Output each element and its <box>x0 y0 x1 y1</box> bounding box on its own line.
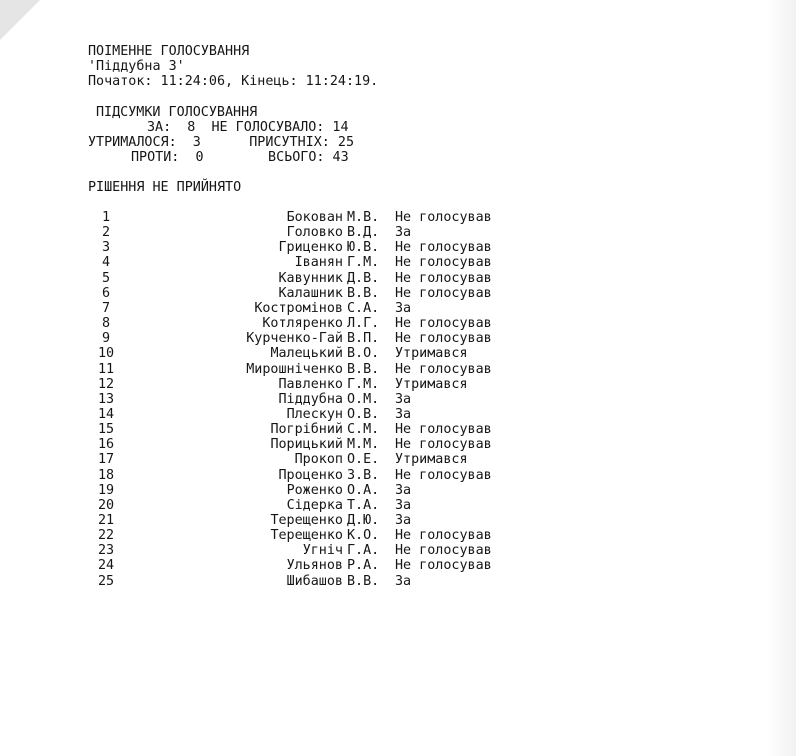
deputy-initials: К.О. <box>347 528 380 544</box>
deputy-name: Мирошніченко <box>246 361 343 377</box>
vote-row <box>0 255 796 270</box>
vote-number: 6 <box>101 285 111 301</box>
time-line: Початок: 11:24:06, Кінець: 11:24:19. <box>88 74 379 89</box>
deputy-initials: В.В. <box>347 573 380 589</box>
vote-row <box>0 316 796 331</box>
vote-result: Не голосував <box>395 467 492 483</box>
deputy-initials: О.Е. <box>347 452 380 468</box>
deputy-initials: О.М. <box>347 391 380 407</box>
vote-row <box>0 225 796 240</box>
vote-result: За <box>395 573 412 589</box>
vote-row <box>0 286 796 301</box>
vote-result: За <box>395 497 412 513</box>
vote-result: Не голосував <box>395 422 492 438</box>
deputy-initials: Л.Г. <box>347 316 380 332</box>
vote-result: Утримався <box>395 452 468 468</box>
vote-result: За <box>395 513 412 528</box>
vote-result: Не голосував <box>395 331 492 347</box>
vote-number: 15 <box>97 422 115 438</box>
deputy-initials: О.А. <box>347 482 380 498</box>
vote-number: 14 <box>97 406 115 422</box>
decision-text: РІШЕННЯ НЕ ПРИЙНЯТО <box>88 180 242 195</box>
deputy-name: Курченко-Гай <box>246 331 343 347</box>
deputy-initials: Г.А. <box>347 543 380 559</box>
deputy-initials: В.О. <box>347 346 380 362</box>
vote-number: 21 <box>97 513 115 528</box>
vote-number: 10 <box>97 346 115 362</box>
vote-number: 20 <box>97 497 115 513</box>
summary-line-1: ЗА: 8 НЕ ГОЛОСУВАЛО: 14 <box>147 120 349 135</box>
deputy-name: Калашник <box>278 285 343 301</box>
deputy-name: Ульянов <box>286 558 343 574</box>
summary-line-3: ПРОТИ: 0 ВСЬОГО: 43 <box>131 150 349 165</box>
deputy-name: Погрібний <box>270 422 343 438</box>
deputy-name: Терещенко <box>270 528 343 544</box>
vote-result: За <box>395 406 412 422</box>
deputy-name: Гриценко <box>278 240 343 256</box>
vote-number: 25 <box>97 573 115 589</box>
vote-row <box>0 452 796 467</box>
vote-result: За <box>395 482 412 498</box>
vote-number: 17 <box>97 452 115 468</box>
vote-number: 22 <box>97 528 115 544</box>
deputy-name: Кавунник <box>278 270 343 286</box>
vote-row <box>0 377 796 392</box>
vote-result: Не голосував <box>395 558 492 574</box>
vote-row <box>0 392 796 407</box>
vote-row <box>0 240 796 255</box>
deputy-name: Іванян <box>294 255 343 271</box>
deputy-initials: Г.М. <box>347 376 380 392</box>
vote-number: 3 <box>101 240 111 256</box>
deputy-initials: О.В. <box>347 406 380 422</box>
vote-result: Не голосував <box>395 361 492 377</box>
vote-row <box>0 483 796 498</box>
vote-row <box>0 331 796 346</box>
deputy-name: Піддубна <box>278 391 343 407</box>
deputy-initials: Д.В. <box>347 270 380 286</box>
deputy-initials: В.В. <box>347 361 380 377</box>
deputy-initials: В.Д. <box>347 225 380 241</box>
deputy-initials: М.М. <box>347 437 380 453</box>
vote-row <box>0 362 796 377</box>
deputy-name: Костромінов <box>254 300 343 316</box>
vote-result: Не голосував <box>395 210 492 225</box>
vote-number: 18 <box>97 467 115 483</box>
summary-header: ПІДСУМКИ ГОЛОСУВАННЯ <box>96 105 258 120</box>
vote-row <box>0 210 796 225</box>
doc-subject: 'Піддубна З' <box>88 59 185 74</box>
deputy-name: Шибашов <box>286 573 343 589</box>
deputy-name: Прокоп <box>294 452 343 468</box>
vote-number: 24 <box>97 558 115 574</box>
vote-number: 5 <box>101 270 111 286</box>
vote-number: 4 <box>101 255 111 271</box>
vote-result: За <box>395 225 412 241</box>
vote-row <box>0 422 796 437</box>
vote-number: 16 <box>97 437 115 453</box>
deputy-name: Головко <box>286 225 343 241</box>
deputy-initials: Ю.В. <box>347 240 380 256</box>
deputy-initials: З.В. <box>347 467 380 483</box>
vote-number: 7 <box>101 300 111 316</box>
vote-row <box>0 437 796 452</box>
vote-result: Не голосував <box>395 240 492 256</box>
deputy-initials: Д.Ю. <box>347 513 380 528</box>
vote-result: Утримався <box>395 346 468 362</box>
vote-result: Утримався <box>395 376 468 392</box>
vote-row <box>0 301 796 316</box>
deputy-name: Угніч <box>302 543 343 559</box>
vote-row <box>0 528 796 543</box>
vote-row <box>0 468 796 483</box>
vote-number: 1 <box>101 210 111 225</box>
deputy-initials: М.В. <box>347 210 380 225</box>
deputy-name: Порицький <box>270 437 343 453</box>
deputy-initials: С.М. <box>347 422 380 438</box>
deputy-initials: В.В. <box>347 285 380 301</box>
deputy-name: Терещенко <box>270 513 343 528</box>
deputy-initials: Г.М. <box>347 255 380 271</box>
vote-row <box>0 271 796 286</box>
vote-number: 13 <box>97 391 115 407</box>
deputy-name: Котляренко <box>262 316 343 332</box>
vote-result: Не голосував <box>395 255 492 271</box>
vote-row <box>0 574 796 589</box>
vote-number: 23 <box>97 543 115 559</box>
deputy-name: Сідерка <box>286 497 343 513</box>
vote-row <box>0 513 796 528</box>
vote-row <box>0 346 796 361</box>
vote-result: За <box>395 391 412 407</box>
vote-result: Не голосував <box>395 285 492 301</box>
vote-row <box>0 407 796 422</box>
vote-number: 12 <box>97 376 115 392</box>
vote-result: Не голосував <box>395 528 492 544</box>
vote-result: За <box>395 300 412 316</box>
deputy-initials: С.А. <box>347 300 380 316</box>
vote-result: Не голосував <box>395 437 492 453</box>
deputy-initials: Р.А. <box>347 558 380 574</box>
vote-number: 19 <box>97 482 115 498</box>
deputy-name: Плескун <box>286 406 343 422</box>
deputy-name: Павленко <box>278 376 343 392</box>
vote-result: Не голосував <box>395 270 492 286</box>
vote-number: 11 <box>97 361 115 377</box>
deputy-initials: В.П. <box>347 331 380 347</box>
deputy-name: Проценко <box>278 467 343 483</box>
vote-row <box>0 543 796 558</box>
vote-number: 8 <box>101 316 111 332</box>
vote-result: Не голосував <box>395 543 492 559</box>
doc-title: ПОІМЕННЕ ГОЛОСУВАННЯ <box>88 44 250 59</box>
vote-number: 9 <box>101 331 111 347</box>
deputy-initials: Т.А. <box>347 497 380 513</box>
vote-row <box>0 558 796 573</box>
summary-line-2: УТРИМАЛОСЯ: 3 ПРИСУТНІХ: 25 <box>88 135 355 150</box>
deputy-name: Малецький <box>270 346 343 362</box>
deputy-name: Бокован <box>286 210 343 225</box>
vote-result: Не голосував <box>395 316 492 332</box>
vote-number: 2 <box>101 225 111 241</box>
vote-row <box>0 498 796 513</box>
deputy-name: Роженко <box>286 482 343 498</box>
